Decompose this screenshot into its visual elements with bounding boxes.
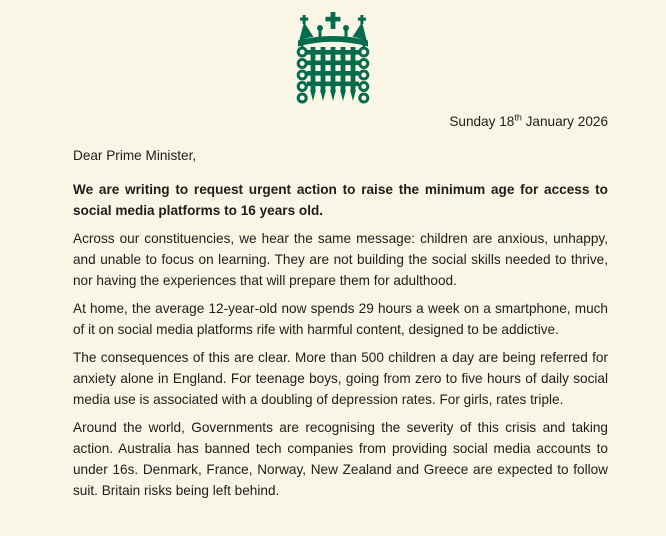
portcullis-icon [293,12,373,105]
body-paragraph-3: The consequences of this are clear. More than 500 children a day are being referred for anxiety alone in England. For teenage boys, going from zero to five hours of daily social media use is associated with a doubling of depression rates. For girls, rates triple. [73,350,608,407]
salutation: Dear Prime Minister, [73,148,197,163]
date-day: Sunday 18 [449,114,515,129]
body-paragraph-1: Across our constituencies, we hear the same message: children are anxious, unhappy, and unable to focus on learning. They are not building the social skills needed to thrive, nor having the experiences that will prepare them for adulthood. [73,231,608,288]
date-line [73,111,608,132]
date-month-year: January 2026 [521,114,608,129]
request-statement: We are writing to request urgent action to raise the minimum age for access to social media platforms to 16 years old. [73,182,608,218]
body-paragraph-4: Around the world, Governments are recognising the severity of this crisis and taking action. Australia has banned tech companies from providing social media accounts to under 16s. Denmark, France, Norway, New Zealand and Greece are expected to follow suit. Britain risks being left behind. [73,420,608,498]
body-paragraph-2: At home, the average 12-year-old now spends 29 hours a week on a smartphone, much of it on social media platforms rife with harmful content, designed to be addictive. [73,301,608,337]
parliament-logo [0,0,666,108]
date-ordinal-suffix: th [514,112,522,123]
